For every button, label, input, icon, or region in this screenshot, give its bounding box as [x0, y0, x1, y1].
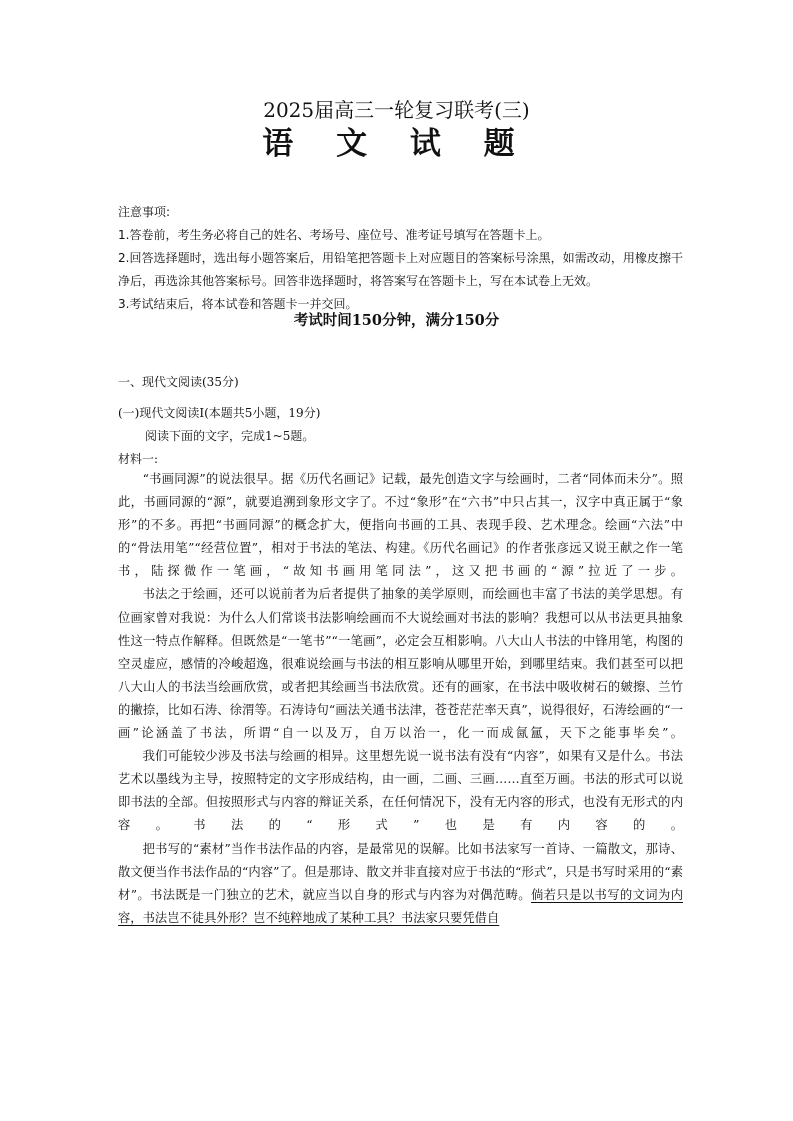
material-label: 材料一:	[118, 452, 159, 466]
reading-instruction: 阅读下面的文字，完成1~5题。	[145, 429, 315, 443]
notes-heading: 注意事项:	[118, 205, 171, 219]
passage-paragraph	[118, 838, 683, 930]
subject-title: 语 文 试 题	[262, 126, 531, 162]
notes-block	[118, 201, 683, 316]
note-item: 3.考试结束后，将本试卷和答题卡一并交回。	[118, 297, 358, 311]
note-item: 2.回答选择题时，选出每小题答案后，用铅笔把答题卡上对应题目的答案标号涂黑，如需改动，用橡皮擦干净后，再选涂其他答案标号。回答非选择题时，将答案写在答题卡上，写在本试卷上无效。	[118, 251, 683, 288]
passage-paragraph: 我们可能较少涉及书法与绘画的相异。这里想先说一说书法有没有“内容”，如果有又是什么。书法艺术以墨线为主导，按照特定的文字形成结构，由一画，二画、三画……直至万画。书法的形式可以说即书法的全部。但按照形式与内容的辩证关系，在任何情况下，没有无内容的形式，也没有无形式的内容。书法的“形式”也是有内容的。	[118, 749, 683, 833]
paragraph-text: 把书写的“素材”当作书法作品的内容，是最常见的误解。比如书法家写一首诗、一篇散文，那诗、散文便当作书法作品的“内容”了。但是那诗、散文并非直接对应于书法的“形式”，只是书写时采用的“素材”。书法既是一门独立的艺术，就应当以自身的形式与内容为对偶范畴。	[118, 841, 683, 902]
subsection-title: (一)现代文阅读Ⅰ(本题共5小题，19分)	[118, 406, 321, 420]
section-title: 一、现代文阅读(35分)	[118, 375, 239, 389]
time-limit: 考试时间150分钟，满分150分	[293, 312, 500, 329]
passage-paragraph: “书画同源”的说法很早。据《历代名画记》记载，最先创造文字与绘画时，二者“同体而未分”。照此，书画同源的“源”，就要追溯到象形文字了。不过“象形”在“六书”中只占其一，汉字中真正属于“象形”的不多。再把“书画同源”的概念扩大，便指向书画的工具、表现手段、艺术理念。绘画“六法”中的“骨法用笔”“经营位置”，相对于书法的笔法、构建。《历代名画记》的作者张彦远又说王献之作一笔书，陆探微作一笔画，“故知书画用笔同法”，这又把书画的“源”拉近了一步。	[118, 472, 683, 579]
exam-title: 2025届高三一轮复习联考(三)	[263, 98, 530, 122]
note-item: 1.答卷前，考生务必将自己的姓名、考场号、座位号、准考证号填写在答题卡上。	[118, 228, 550, 242]
passage-paragraph: 书法之于绘画，还可以说前者为后者提供了抽象的美学原则，而绘画也丰富了书法的美学思想。有位画家曾对我说：为什么人们常谈书法影响绘画而不大说绘画对书法的影响？我想可以从书法更具抽象性这一特点作解释。但既然是“一笔书”“一笔画”，必定会互相影响。八大山人书法的中锋用笔，构图的空灵虚应，感情的冷峻超逸，很难说绘画与书法的相互影响从哪里开始，到哪里结束。我们甚至可以把八大山人的书法当绘画欣赏，或者把其绘画当书法欣赏。还有的画家，在书法中吸收树石的皴擦、兰竹的撇捺，比如石涛、徐渭等。石涛诗句“画法关通书法津，苍苍茫茫率天真”，说得很好，石涛绘画的“一画”论涵盖了书法，所谓“自一以及万，自万以治一，化一而成氤氲，天下之能事毕矣”。	[118, 587, 683, 741]
underlined-sentence: 倘若只是以书写的文词为内容，书法岂不徒具外形？岂不纯粹地成了某种工具？书法家只要凭借自	[118, 887, 683, 925]
passage-body	[118, 468, 683, 930]
